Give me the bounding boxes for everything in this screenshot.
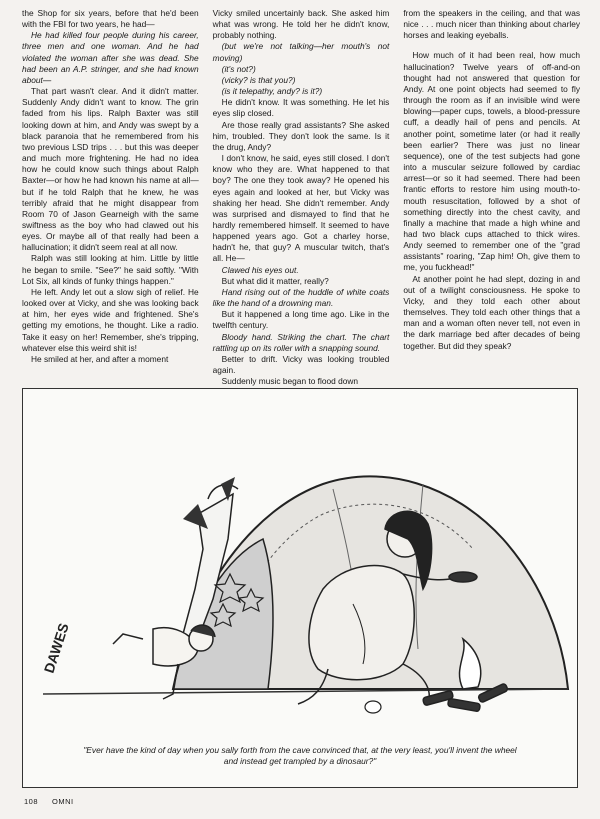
article-paragraph: How much of it had been real, how much hallucination? Twelve years of off-and-on thought had not answered that question for Andy. At one point objects had seemed to fly through the room as if an invisible wind were blowing—paper cups, towels, a blood-pressure cuff, a deadly hail of pens and pencils. At another point, sometime later (or had it really been earlier? There was just no linear sequence), one of the test subjects had gone into a muscular seizure followed by cardiac arrest—or so it had seemed. There had been frantic efforts to restore him using mouth-to-mouth resuscitation, followed by a shot of something directly into the chest cavity, and finally a machine that made a high whine and had two black cups attached to thick wires. Andy seemed to remember one of the "grad assistants" roaring, "Zap him! Oh, give them to me, you fuckhead!" — [403, 50, 581, 273]
column-3 — [403, 8, 580, 370]
page-number: 108 — [24, 797, 39, 806]
cartoon-caption: "Ever have the kind of day when you sally forth from the cave convinced that, at the very least, you'll invent the wheel and instead get trampled by a dinosaur?" — [83, 745, 517, 766]
article-paragraph: the Shop for six years, before that he'd been with the FBI for two years, he had— — [22, 8, 199, 30]
article-paragraph: (it's not?) — [221, 63, 256, 74]
page-footer — [24, 797, 74, 806]
article-columns — [22, 8, 581, 387]
cartoon-panel — [22, 388, 578, 788]
article-paragraph: At another point he had slept, dozing in and out of a twilight consciousness. He spoke to Vicky, and they told each other about themselves. They told each other things that a man and a woman often never tell, not even in the dark marriage bed after decades of being together. But did they speak? — [403, 273, 581, 351]
article-paragraph: I don't know, he said, eyes still closed. I don't know who they are. What happened to that boy? The one they took away? He opened his eyes again and looked at her, but Vicky was shaking her head. She didn't remember. Andy was surprised and dismayed to find that he hardly remembered himself. It seemed to have happened years ago. Got a charley horse, hadn't he, that guy? A muscular twitch, that's all. He— — [212, 153, 390, 264]
article-paragraph: Are those really grad assistants? She asked him, troubled. They don't look the same. Is it the drug, Andy? — [212, 119, 390, 152]
article-paragraph: He didn't know. It was something. He let his eyes slip closed. — [212, 97, 390, 119]
article-paragraph: He had killed four people during his career, three men and one woman. And he had violated the woman after she was dead. She had been an A.P. stringer, and she had known about— — [22, 30, 199, 85]
article-paragraph: Ralph was still looking at him. Little by little he began to smile. "See?" he said softly. "With Lot Six, all kinds of funky things happen." — [22, 253, 199, 286]
column-1 — [22, 8, 199, 370]
column-2 — [212, 8, 390, 387]
article-paragraph: (vicky? is that you?) — [221, 74, 296, 85]
article-paragraph: He left. Andy let out a slow sigh of relief. He looked over at Vicky, and she was looking back at him, her eyes wide and frightened. She's getting my emotions, he thought. Like a radio. Take it easy on her! Remember, she's tripping, whatever else this weird shit is! — [22, 286, 199, 353]
magazine-name: OMNI — [52, 797, 74, 806]
article-paragraph: Vicky smiled uncertainly back. She asked him what was wrong. He told her he didn't know, probably nothing. — [212, 8, 390, 41]
article-paragraph: (is it telepathy, andy? is it?) — [221, 86, 323, 97]
article-paragraph: Hand rising out of the huddle of white coats like the hand of a drowning man. — [212, 286, 390, 309]
article-paragraph: Bloody hand. Striking the chart. The chart rattling up on its roller with a snapping sound. — [212, 331, 390, 353]
article-paragraph: (but we're not talking—her mouth's not moving) — [212, 41, 390, 63]
article-paragraph: Suddenly music began to flood down — [221, 376, 359, 387]
article-paragraph: But what did it matter, really? — [221, 275, 329, 286]
article-paragraph: But it happened a long time ago. Like in the twelfth century. — [212, 309, 390, 331]
cartoon-illustration — [23, 389, 576, 786]
small-rock — [365, 701, 381, 713]
article-paragraph: from the speakers in the ceiling, and that was nice . . . much nicer than thinking about charley horses and leaking eyeballs. — [403, 8, 581, 41]
article-paragraph: Clawed his eyes out. — [221, 264, 299, 275]
article-paragraph: Better to drift. Vicky was looking troubled again. — [212, 353, 390, 375]
article-paragraph: He smiled at her, and after a moment — [31, 353, 169, 364]
artist-signature: DAWES — [40, 621, 72, 675]
article-paragraph: That part wasn't clear. And it didn't matter. Suddenly Andy didn't want to know. The grin faded from his lips. Ralph Baxter was still looking down at him, and Andy was swept by a black paranoia that he remembered from his two previous LSD trips . . . but this was deeper and much more frightening. He had no idea how he could know such things about Ralph Baxter—or how he had known his name at all—but if he told Ralph that he knew, he was terribly afraid that he might disappear from Room 70 of Jason Gearneigh with the same swiftness as the boy who had clawed out his eyes. Or maybe all of that really had been a hallucination; it didn't seem real at all now. — [22, 86, 199, 253]
